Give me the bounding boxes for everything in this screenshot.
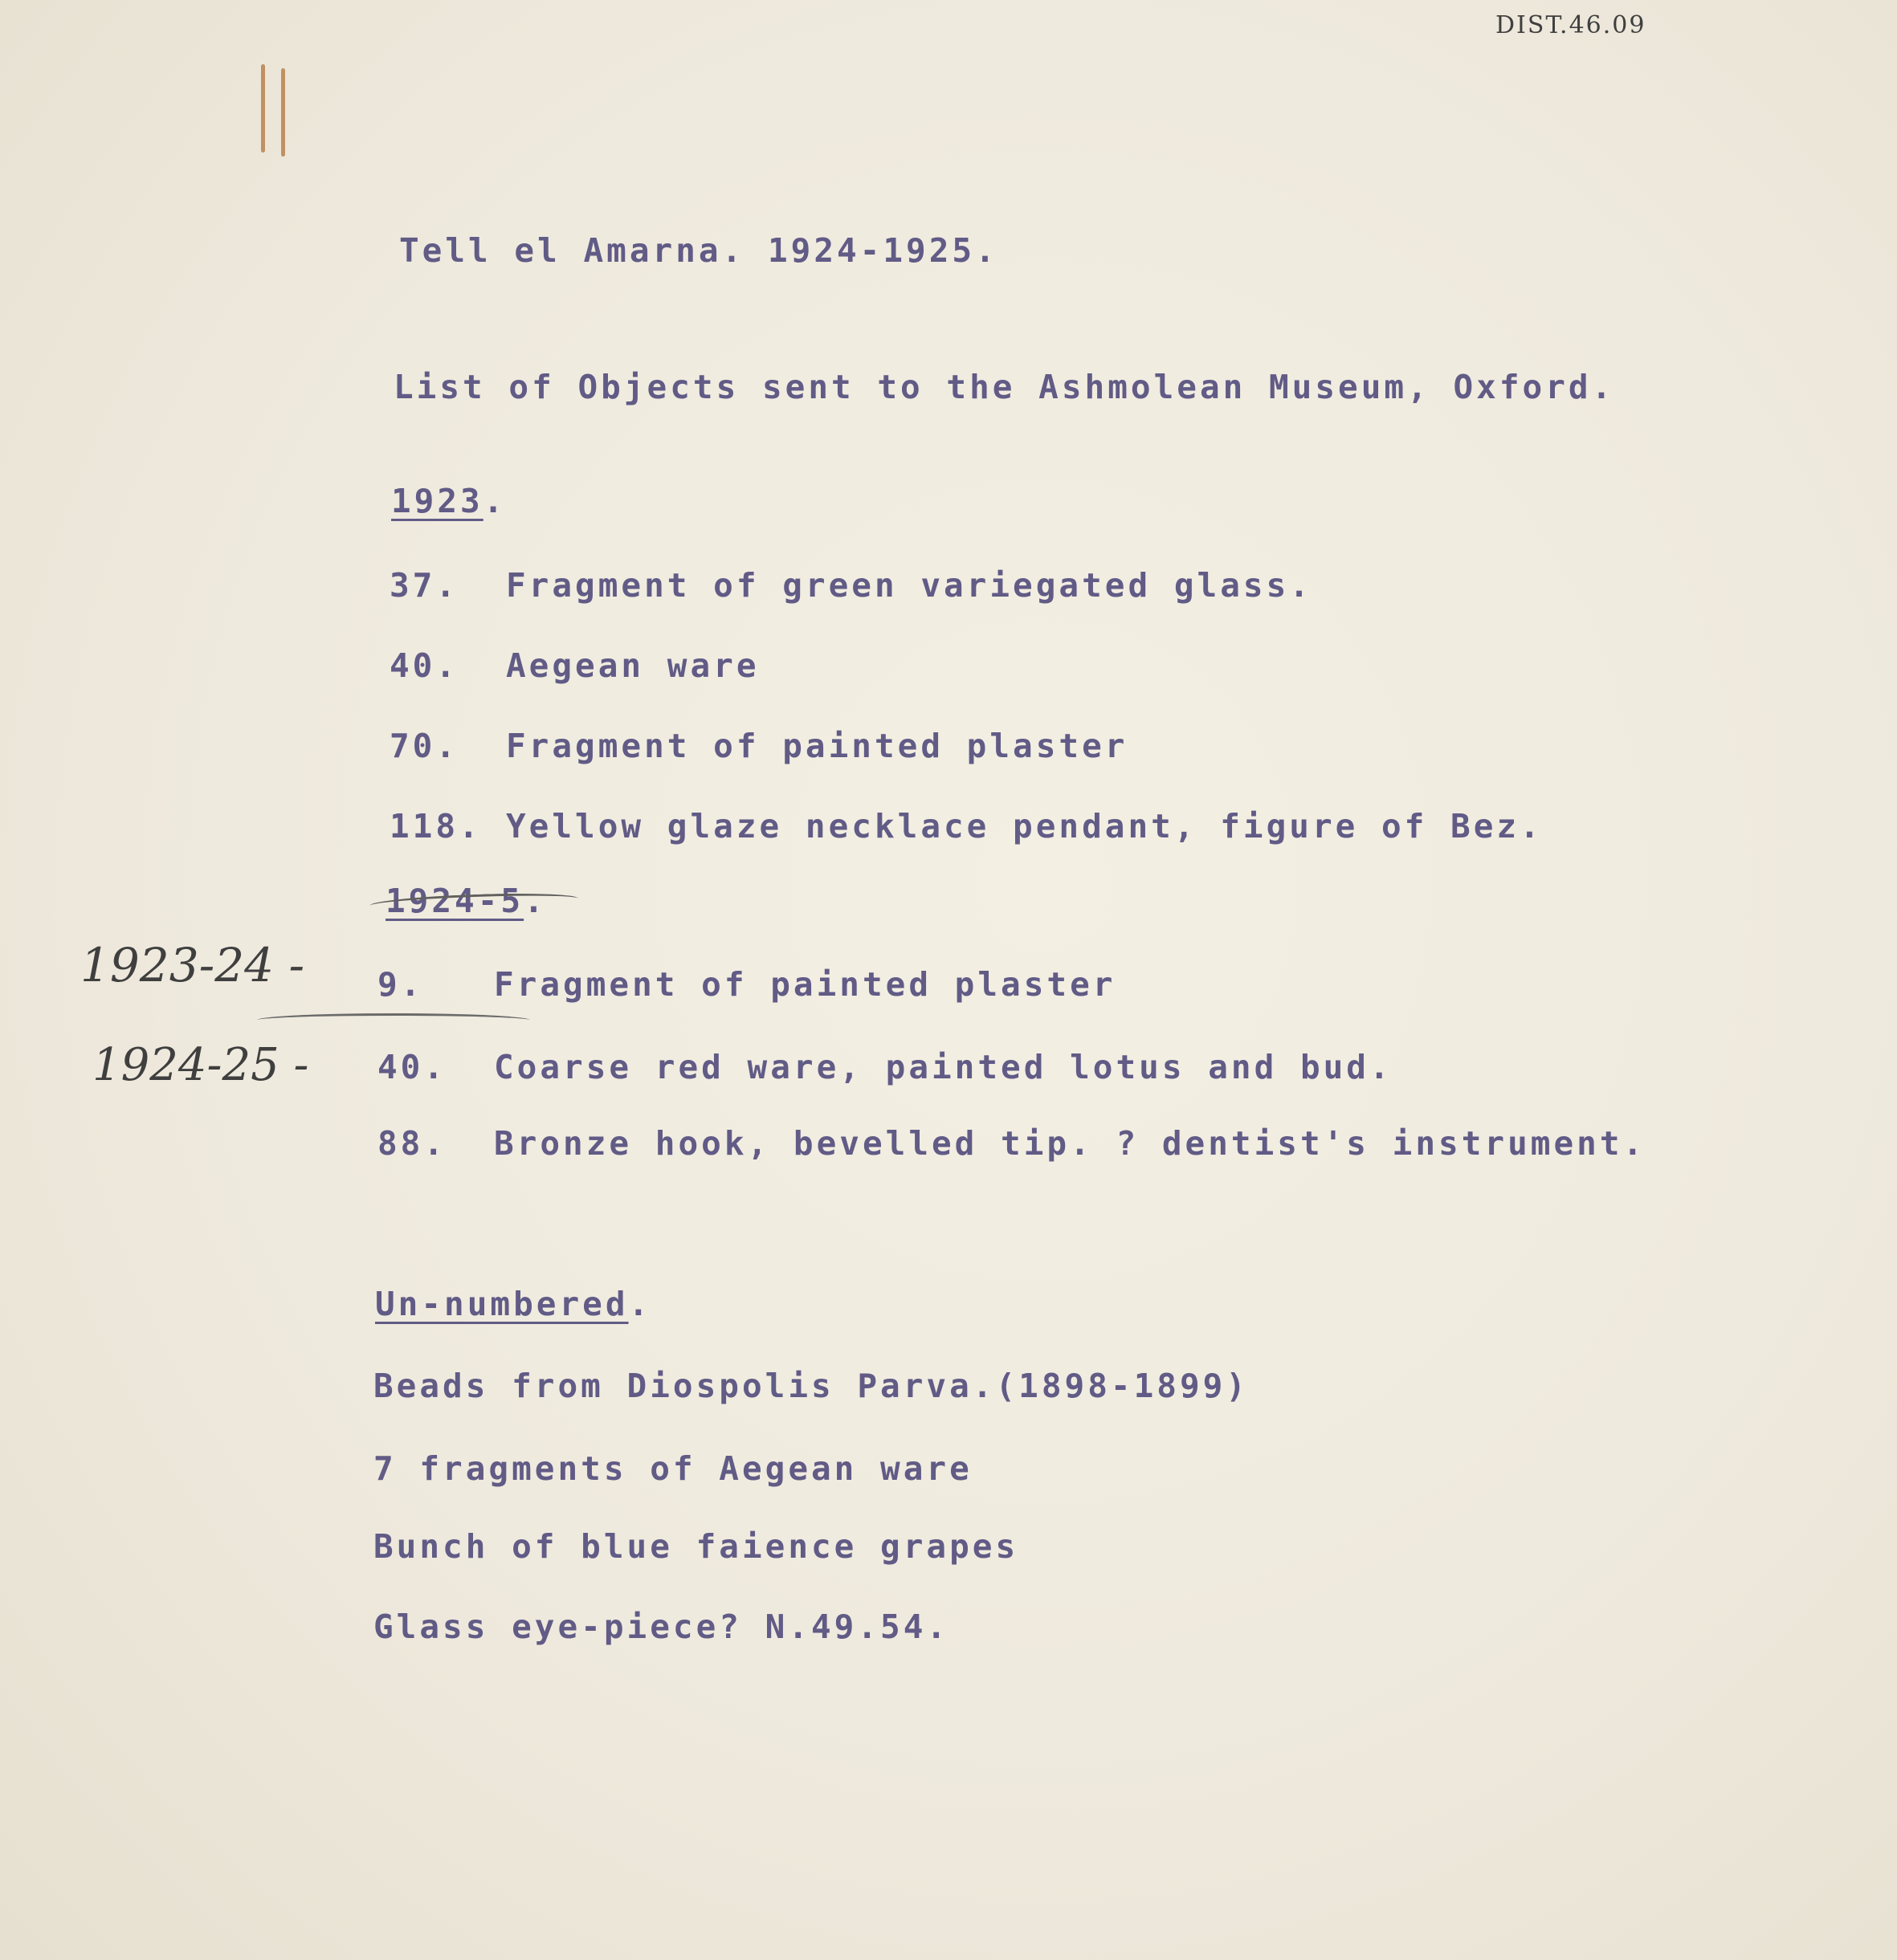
item-description: Fragment of painted plaster xyxy=(494,965,1116,1004)
list-item xyxy=(390,807,1543,846)
archive-reference: DIST.46.09 xyxy=(1495,11,1646,39)
document-title: Tell el Amarna. 1924-1925. xyxy=(399,231,998,270)
document-subtitle: List of Objects sent to the Ashmolean Museum, Oxford. xyxy=(394,368,1615,406)
list-item: Glass eye-piece? N.49.54. xyxy=(373,1608,950,1646)
item-number: 40. xyxy=(377,1048,447,1086)
list-item xyxy=(377,1124,1646,1163)
item-number: 88. xyxy=(377,1124,447,1163)
item-description: Coarse red ware, painted lotus and bud. xyxy=(494,1048,1393,1086)
item-description: Aegean ware xyxy=(506,646,760,685)
handwritten-note: 1923-24 - xyxy=(80,938,305,992)
list-item: 7 fragments of Aegean ware xyxy=(373,1449,973,1488)
list-item: Beads from Diospolis Parva.(1898-1899) xyxy=(373,1367,1249,1405)
list-item xyxy=(390,646,760,685)
section-heading-unnumbered xyxy=(375,1285,651,1323)
rust-stain-right xyxy=(281,68,285,157)
item-number: 37. xyxy=(390,566,459,605)
section-heading-1923-text: 1923 xyxy=(391,482,483,520)
list-item xyxy=(377,1048,1393,1086)
list-item xyxy=(390,566,1312,605)
item-number: 40. xyxy=(390,646,459,685)
section-heading-1923 xyxy=(391,482,506,520)
section-heading-unnumbered-text: Un-numbered xyxy=(375,1285,629,1323)
item-description: Fragment of green variegated glass. xyxy=(506,566,1312,605)
pencil-underline xyxy=(257,1013,530,1027)
struck-heading-wrap xyxy=(386,882,547,920)
item-number: 70. xyxy=(390,727,459,765)
rust-stain-left xyxy=(261,64,265,153)
handwritten-note: 1924-25 - xyxy=(92,1039,309,1091)
section-heading-1924-text: 1924-5 xyxy=(386,882,524,920)
heading-period: . xyxy=(483,482,507,520)
item-description: Yellow glaze necklace pendant, figure of Bez. xyxy=(506,807,1543,846)
item-number: 118. xyxy=(390,807,482,846)
item-description: Bronze hook, bevelled tip. ? dentist's instrument. xyxy=(494,1124,1646,1163)
heading-period: . xyxy=(524,882,547,920)
item-number: 9. xyxy=(377,965,424,1004)
list-item xyxy=(390,727,1128,765)
heading-period: . xyxy=(628,1285,652,1323)
list-item xyxy=(377,965,1116,1004)
list-item: Bunch of blue faience grapes xyxy=(373,1527,1019,1566)
section-heading-1924-struck xyxy=(386,882,547,920)
item-description: Fragment of painted plaster xyxy=(506,727,1128,765)
